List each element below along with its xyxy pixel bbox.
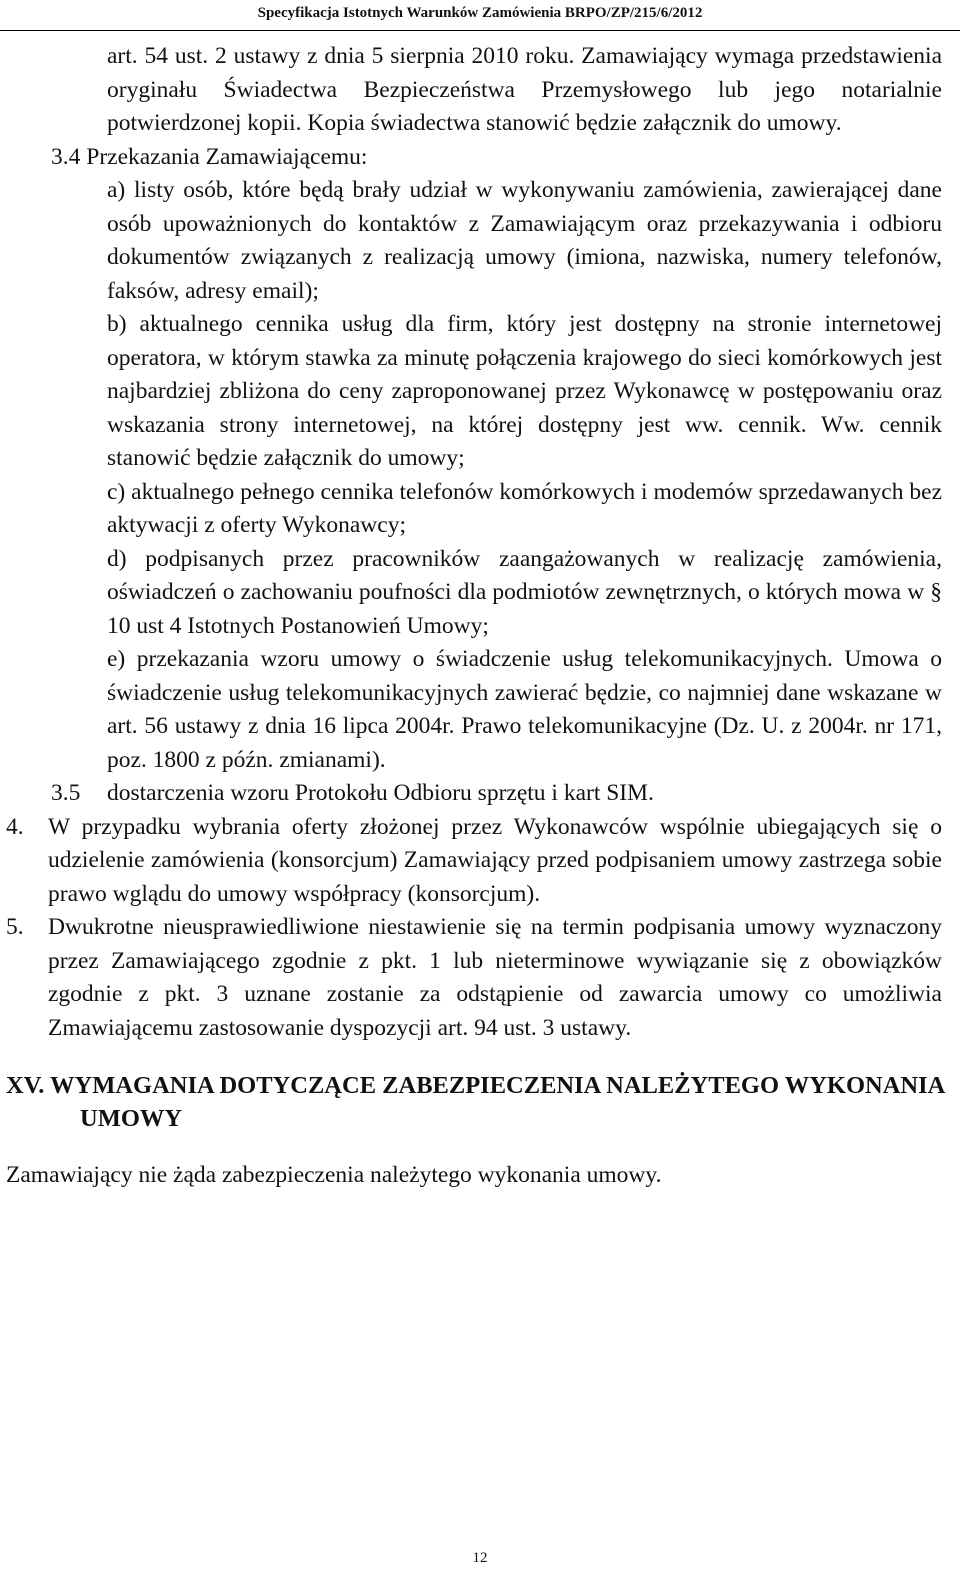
document-header-title: Specyfikacja Istotnych Warunków Zamówienia BRPO/ZP/215/6/2012 [257, 5, 703, 21]
item-3-5 [51, 777, 942, 811]
document-header [0, 0, 960, 31]
item-3-4-e: e) przekazania wzoru umowy o świadczenie usług telekomunikacyjnych. Umowa o świadczenie usług telekomunikacyjnych zawierać będzie, co najmniej dane wskazane w art. 56 ustawy z dnia 16 lipca 2004r. Prawo telekomunikacyjne (Dz. U. z 2004r. nr 171, poz. 1800 z późn. zmianami). [107, 646, 942, 773]
item-3-4-c: c) aktualnego pełnego cennika telefonów komórkowych i modemów sprzedawanych bez aktywacji z oferty Wykonawcy; [107, 478, 942, 538]
item-3-4-b: b) aktualnego cennika usług dla firm, który jest dostępny na stronie internetowej operatora, w którym stawka za minutę połączenia krajowego do sieci komórkowych jest najbardziej zbliżona do ceny zaproponowanej przez Wykonawcę w postępowaniu oraz wskazania strony internetowej, na której dostępny jest ww. cennik. Ww. cennik stanowić będzie załącznik do umowy; [107, 311, 942, 471]
item-3-4-heading: 3.4 Przekazania Zamawiającemu: [51, 143, 368, 170]
item-5 [6, 911, 942, 1045]
item-4 [6, 811, 942, 912]
page-number: 12 [472, 1550, 488, 1566]
item-3-5-text: dostarczenia wzoru Protokołu Odbioru sprzętu i kart SIM. [107, 780, 654, 806]
item-3-4-a: a) listy osób, które będą brały udział w wykonywaniu zamówienia, zawierającej dane osób upoważnionych do kontaktów z Zamawiającym oraz przekazywania i odbioru dokumentów związanych z realizacją umowy (imiona, nazwiska, numery telefonów, faksów, adresy email); [107, 177, 942, 304]
item-5-number: 5. [6, 914, 24, 940]
section-xv-body: Zamawiający nie żąda zabezpieczenia należytego wykonania umowy. [6, 1162, 662, 1188]
item-4-text: W przypadku wybrania oferty złożonej przez Wykonawców wspólnie ubiegających się o udzielenie zamówienia (konsorcjum) Zamawiający przed podpisaniem umowy zastrzega sobie prawo wglądu do umowy współpracy (konsorcjum). [48, 813, 942, 907]
intro-paragraph: art. 54 ust. 2 ustawy z dnia 5 sierpnia 2010 roku. Zamawiający wymaga przedstawienia oryginału Świadectwa Bezpieczeństwa Przemysłowego lub jego notarialnie potwierdzonej kopii. Kopia świadectwa stanowić będzie załącznik do umowy. [107, 43, 942, 136]
section-xv-title: XV. WYMAGANIA DOTYCZĄCE ZABEZPIECZENIA NALEŻYTEGO WYKONANIA UMOWY [6, 1072, 944, 1132]
item-4-number: 4. [6, 813, 24, 840]
item-3-4-d: d) podpisanych przez pracowników zaangażowanych w realizację zamówienia, oświadczeń o zachowaniu poufności dla podmiotów zewnętrznych, o których mowa w § 10 ust 4 Istotnych Postanowień Umowy; [107, 545, 942, 639]
item-3-5-number: 3.5 [51, 780, 81, 806]
item-5-text: Dwukrotne nieusprawiedliwione niestawienie się na termin podpisania umowy wyznaczony przez Zamawiającego zgodnie z pkt. 1 lub nieterminowe wywiązanie się z obowiązków zgodnie z pkt. 3 uznane zostanie za odstąpienie od zawarcia umowy co umożliwia Zmawiającemu zastosowanie dyspozycji art. 94 ust. 3 ustawy. [48, 914, 942, 1041]
page-content [0, 40, 960, 1193]
